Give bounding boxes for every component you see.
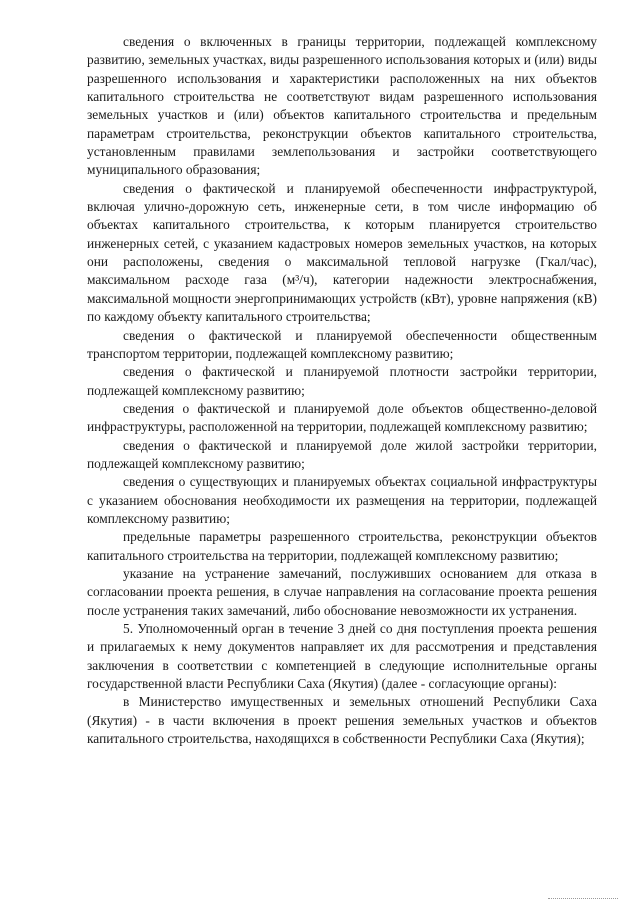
footer-dotted-mark [548, 897, 618, 899]
paragraph-building-density: сведения о фактической и планируемой плотности застройки территории, подлежащей комплексному развитию; [87, 364, 597, 398]
paragraph-public-transport: сведения о фактической и планируемой обеспеченности общественным транспортом территории, подлежащей комплексному развитию; [87, 327, 597, 361]
paragraph-limit-parameters: предельные параметры разрешенного строительства, реконструкции объектов капитального строительства на территории, подлежащей комплексному развитию; [87, 529, 597, 563]
paragraph-residential-share: сведения о фактической и планируемой доле жилой застройки территории, подлежащей комплексному развитию; [87, 437, 597, 471]
paragraph-remarks-elimination: указание на устранение замечаний, послуживших основанием для отказа в согласовании проекта решения, в случае направления на согласование проекта решения после устранения таких замечаний, либо обоснование невозможности их устранения. [87, 565, 597, 618]
paragraph-infrastructure: сведения о фактической и планируемой обеспеченности инфраструктурой, включая улично-дорожную сеть, инженерные сети, в том числе информацию об объектах капитального строительства, к которым планируется строительство инженерных сетей, с указанием кадастровых номеров земельных участков, на которых они расположены, сведения о максимальной тепловой нагрузке (Гкал/час), максимальном расходе газа (м³/ч), категории надежности электроснабжения, максимальной мощности энергопринимающих устройств (кВт), уровне напряжения (кВ) по каждому объекту капитального строительства; [87, 180, 597, 325]
paragraph-social-infrastructure: сведения о существующих и планируемых объектах социальной инфраструктуры с указанием обоснования необходимости их размещения на территории, подлежащей комплексному развитию; [87, 474, 597, 526]
document-page [87, 33, 597, 748]
paragraph-zoning-mismatch: сведения о включенных в границы территории, подлежащей комплексному развитию, земельных участках, виды разрешенного использования которых и (или) виды разрешенного использования и характеристики расположенных на них объектов капитального строительства не соответствуют видам разрешенного использования земельных участков и (или) объектов капитального строительства и предельным параметрам строительства, реконструкции объектов капитального строительства, установленным правилами землепользования и застройки соответствующего муниципального образования; [87, 34, 597, 178]
paragraph-business-infrastructure: сведения о фактической и планируемой доле объектов общественно-деловой инфраструктуры, расположенной на территории, подлежащей комплексному развитию; [87, 400, 597, 435]
paragraph-ministry-property: в Министерство имущественных и земельных отношений Республики Саха (Якутия) - в части включения в проект решения земельных участков и объектов капитального строительства, находящихся в собственности Республики Саха (Якутия); [87, 694, 597, 747]
paragraph-section-5: 5. Уполномоченный орган в течение 3 дней со дня поступления проекта решения и прилагаемых к нему документов направляет их для рассмотрения и представления заключения в соответствии с компетенцией в следующие исполнительные органы государственной власти Республики Саха (Якутия) (далее - согласующие органы): [87, 621, 597, 692]
